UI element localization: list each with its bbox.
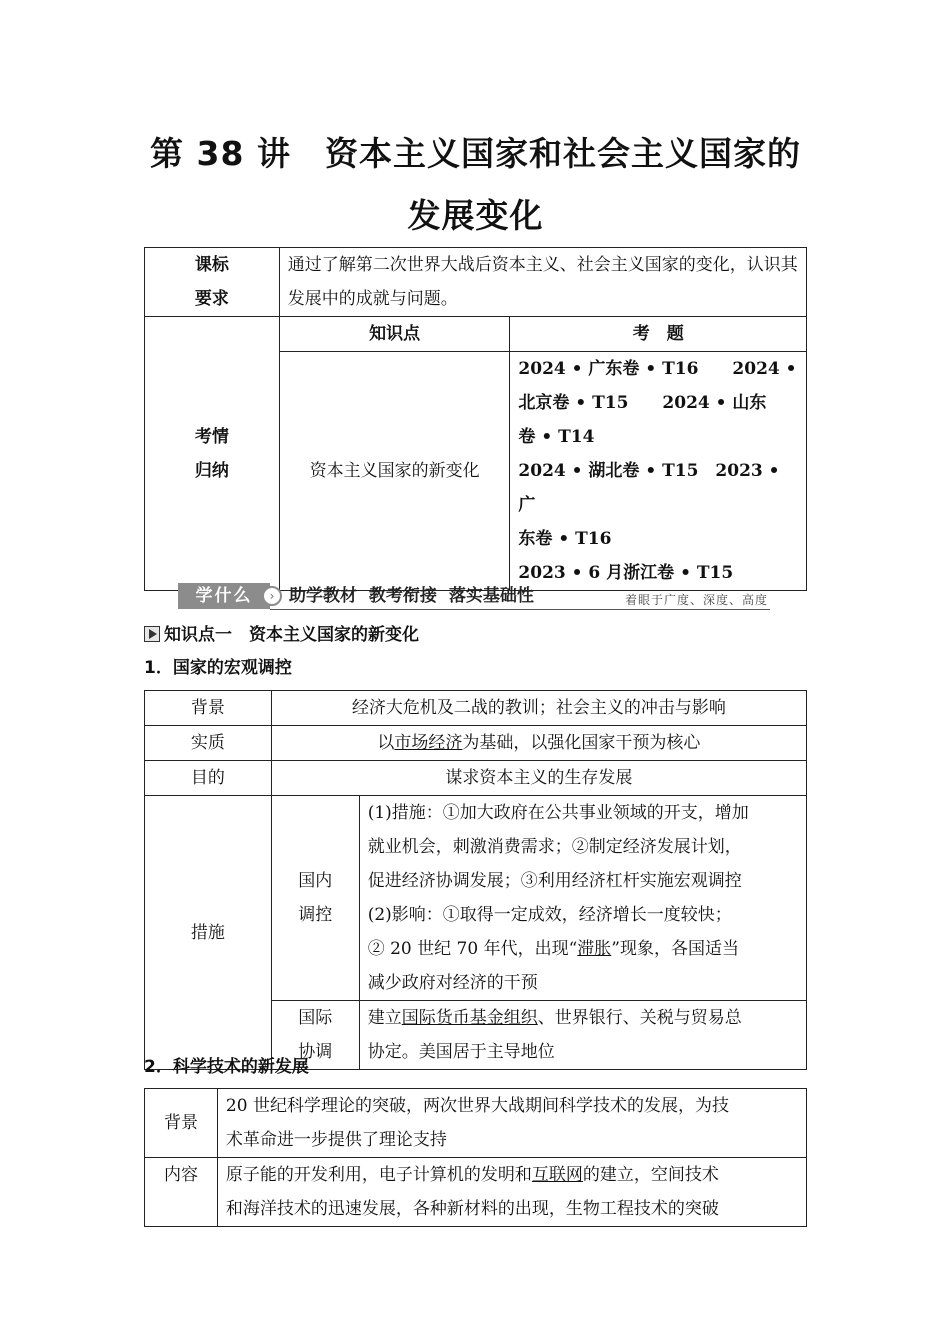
measures-label: 措施	[145, 796, 272, 1070]
row-label: 背景	[145, 1089, 218, 1158]
page-title-line2: 发展变化	[407, 196, 544, 235]
banner-divider	[270, 609, 770, 610]
text-line: 和海洋技术的迅速发展，各种新材料的出现，生物工程技术的突破	[225, 1199, 719, 1219]
banner-sub: 着眼于广度、深度、高度	[624, 593, 768, 607]
domestic-label-2: 调控	[298, 905, 333, 925]
domestic-label-1: 国内	[298, 871, 333, 891]
banner-main: 助学教材 教考衔接 落实基础性	[289, 586, 534, 606]
text-segment: 的建立，空间技术	[582, 1165, 719, 1185]
req-label-1: 课标	[194, 255, 229, 275]
row-label: 内容	[145, 1158, 218, 1227]
text-line: 促进经济协调发展；③利用经济杠杆实施宏观调控	[367, 871, 742, 891]
row-text	[217, 1089, 806, 1158]
text-line	[226, 1158, 798, 1192]
text-line	[368, 932, 798, 966]
row-text	[217, 1158, 806, 1227]
row-text	[271, 726, 806, 761]
exam-label-2: 归纳	[194, 460, 229, 481]
text-line	[368, 1001, 798, 1035]
intl-content	[359, 1001, 806, 1070]
overview-table	[144, 247, 807, 591]
row-label: 目的	[145, 761, 272, 796]
question-line: 2024 • 湖北卷 • T15 2023 • 广	[518, 461, 780, 515]
question-line: 2024 • 广东卷 • T16 2024 •	[518, 359, 797, 379]
req-label-2: 要求	[194, 289, 229, 309]
science-tech-table	[144, 1088, 807, 1227]
page-title: 第 38 讲 资本主义国家和社会主义国家的	[150, 134, 801, 173]
underlined-term: 国际货币基金组织	[401, 1008, 538, 1028]
text-line: 就业机会，刺激消费需求；②制定经济发展计划，	[367, 837, 742, 857]
req-label-cell	[145, 248, 280, 317]
text-segment: 以	[377, 733, 395, 753]
col-header-questions: 考 题	[510, 317, 807, 352]
question-line: 北京卷 • T15 2024 • 山东	[518, 393, 767, 413]
chevron-right-icon: ›	[262, 586, 282, 606]
underlined-term: 滞胀	[577, 939, 612, 959]
text-line: 20 世纪科学理论的突破，两次世界大战期间科学技术的发展，为技	[225, 1096, 729, 1116]
questions-cell	[510, 352, 807, 591]
section-banner	[178, 581, 770, 611]
banner-tag: 学什么	[178, 583, 270, 609]
text-line: 减少政府对经济的干预	[367, 973, 538, 993]
play-icon	[144, 626, 160, 642]
row-label: 实质	[145, 726, 272, 761]
intl-label-1: 国际	[298, 1008, 333, 1028]
domestic-content	[359, 796, 806, 1001]
text-segment: 为基础，以强化国家干预为核心	[462, 733, 701, 753]
knowledge-point-cell: 资本主义国家的新变化	[279, 352, 510, 591]
text-line: (2)影响：①取得一定成效，经济增长一度较快；	[367, 905, 732, 925]
exam-label-1: 考情	[194, 426, 229, 447]
text-segment: 建立	[367, 1008, 402, 1028]
text-segment: 原子能的开发利用，电子计算机的发明和	[225, 1165, 532, 1185]
text-line: (1)措施：①加大政府在公共事业领域的开支，增加	[367, 803, 749, 823]
intl-label-2: 协调	[298, 1042, 333, 1062]
knowledge-point-heading-text: 知识点一 资本主义国家的新变化	[164, 625, 419, 645]
col-header-knowledge: 知识点	[279, 317, 510, 352]
row-label: 背景	[145, 691, 272, 726]
knowledge-point-heading	[144, 623, 419, 647]
text-segment: ”现象，各国适当	[611, 939, 739, 959]
underlined-term: 市场经济	[394, 733, 463, 753]
req-text: 通过了解第二次世界大战后资本主义、社会主义国家的变化，认识其发展中的成就与问题。	[279, 248, 806, 317]
macro-control-table	[144, 690, 807, 1070]
section1-heading: 1．国家的宏观调控	[144, 658, 292, 678]
question-line: 东卷 • T16	[518, 529, 612, 549]
row-text: 经济大危机及二战的教训；社会主义的冲击与影响	[271, 691, 806, 726]
row-text: 谋求资本主义的生存发展	[271, 761, 806, 796]
text-line: 协定。美国居于主导地位	[367, 1042, 555, 1062]
text-line: 术革命进一步提供了理论支持	[225, 1130, 447, 1150]
exam-label-cell	[145, 317, 280, 591]
domestic-label-cell	[271, 796, 359, 1001]
text-segment: ② 20 世纪 70 年代，出现“	[367, 939, 578, 959]
question-line: 2023 • 6 月浙江卷 • T15	[518, 563, 734, 583]
underlined-term: 互联网	[531, 1165, 583, 1185]
question-line: 卷 • T14	[518, 427, 595, 447]
section2-heading: 2．科学技术的新发展	[144, 1057, 309, 1077]
text-segment: 、世界银行、关税与贸易总	[537, 1008, 742, 1028]
